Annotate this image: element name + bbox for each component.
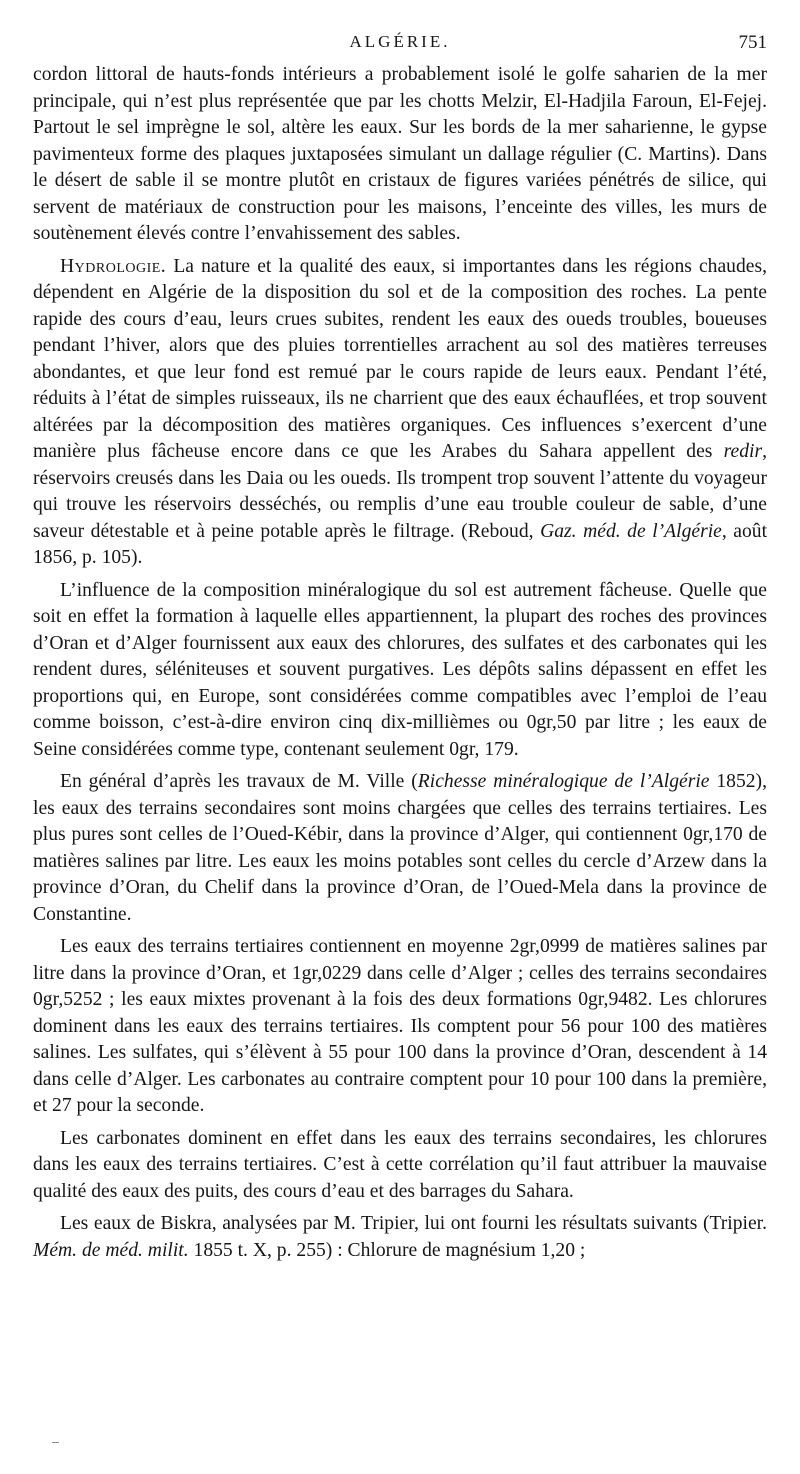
citation-title: Mém. de méd. milit. xyxy=(33,1239,189,1261)
paragraph-text: L’influence de la composition minéralogique du sol est autrement fâcheuse. Quelle que soit en effet la formation à laquelle elles appartiennent, la plupart des roches des provinces d’Oran et d’Alger fournissent aux eaux des chlorures, des sulfates et des carbonates qui les rendent dures, séléniteuses et souvent purgatives. Les dépôts salins dépassent en effet les proportions qui, en Europe, sont considérées comme compatibles avec l’emploi de l’eau comme boisson, c’est-à-dire environ cinq dix-millièmes ou 0gr,50 par litre ; les eaux de Seine considérées comme type, contenant seulement 0gr, 179. xyxy=(33,579,767,760)
paragraph-hydrologie xyxy=(33,254,767,572)
section-heading: Hydrologie. xyxy=(60,255,167,277)
paragraph xyxy=(33,934,767,1120)
paragraph xyxy=(33,1126,767,1206)
page-number: 751 xyxy=(738,32,767,53)
paragraph xyxy=(33,578,767,764)
paragraph-continued xyxy=(33,62,767,248)
italic-term: redir xyxy=(723,441,763,462)
paragraph-text: cordon littoral de hauts-fonds intérieurs a probablement isolé le golfe saharien de la mer principale, qui n’est plus représentée que par les chotts Melzir, El-Hadjila Faroun, El-Fejej. Partout le sel imprègne le sol, altère les eaux. Sur les bords de la mer saharienne, le gypse pavimenteux forme des plaques juxtaposées simulant un dallage régulier (C. Martins). Dans le désert de sable il se montre plutôt en cristaux de figures variées pénétrés de silice, qui servent de matériaux de construction pour les maisons, l’enceinte des villes, les murs de soutènement élevés contre l’envahissement des sables. xyxy=(33,64,767,244)
citation-title: Gaz. méd. de l’Algérie xyxy=(540,520,722,542)
citation-title: Richesse minéralogique de l’Algérie xyxy=(417,771,710,792)
paragraph-text: Les carbonates dominent en effet dans les eaux des terrains secondaires, les chlorures dans les eaux des terrains tertiaires. C’est à cette corrélation qu’il faut attribuer la mauvaise qualité des eaux des puits, des cours d’eau et des barrages du Sahara. xyxy=(33,1127,767,1202)
citation-details: , août 1856, p. 105). xyxy=(33,520,768,568)
paragraph-text: Les eaux des terrains tertiaires contiennent en moyenne 2gr,0999 de matières salines par litre dans la province d’Oran, et 1gr,0229 dans celle d’Alger ; celles des terrains secondaires 0gr,5252 ; les eaux mixtes provenant à la fois des deux formations 0gr,9482. Les chlorures dominent dans les eaux des terrains tertiaires. Ils comptent pour 56 pour 100 des matières salines. Les sulfates, qui s’élèvent à 55 pour 100 dans la province d’Oran, descendent à 14 dans celle d’Alger. Les carbonates au contraire comptent pour 10 pour 100 dans la première, et 27 pour la seconde. xyxy=(33,936,767,1116)
running-title: ALGÉRIE. xyxy=(349,32,451,51)
running-header xyxy=(0,30,800,54)
paragraph-text: La nature et la qualité des eaux, si importantes dans les régions chaudes, dépendent en Algérie de la disposition du sol et de la composition des roches. La pente rapide des cours d’eau, leurs crues subites, rendent les eaux des oueds troubles, boueuses pendant l’hiver, alors que des pluies torrentielles arrachent au sol des matières terreuses abondantes, et que leur fond est remué par le cours rapide de leurs eaux. Pendant l’été, réduits à l’état de simples ruisseaux, ils ne charrient que des eaux échauflées, et trop souvent altérées par la décomposition des matières organiques. Ces influences s’exercent d’une manière plus fâcheuse encore dans ce que les Arabes du Sahara appellent des xyxy=(33,255,767,462)
paragraph-lead: Les eaux de Biskra, analysées par M. Tripier, lui ont fourni les résultats suivants (Tripier. xyxy=(60,1213,767,1234)
paragraph-lead: En général d’après les travaux de M. Ville ( xyxy=(60,771,418,792)
paragraph-text: 1855 t. X, p. 255) : Chlorure de magnésium 1,20 ; xyxy=(188,1239,586,1261)
paragraph-text: 1852), les eaux des terrains secondaires sont moins chargées que celles des terrains tertiaires. Les plus pures sont celles de l’Oued-Kébir, dans la province d’Alger, qui contiennent 0gr,170 de matières salines par litre. Les eaux les moins potables sont celles du cercle d’Arzew dans la province d’Oran, du Chelif dans la province d’Oran, de l’Oued-Mela dans la province de Constantine. xyxy=(33,771,767,925)
paragraph xyxy=(33,769,767,928)
margin-mark xyxy=(52,1442,59,1443)
paragraph xyxy=(33,1211,767,1264)
body-text xyxy=(33,62,767,1270)
paragraph-text-after: , réservoirs creusés dans les Daia ou les oueds. Ils trompent trop souvent l’attente du voyageur qui trouve les réservoirs desséchés, ou remplis d’une eau trouble couleur de sable, d’une saveur détestable et à peine potable après le filtrage. (Reboud, xyxy=(33,441,767,542)
